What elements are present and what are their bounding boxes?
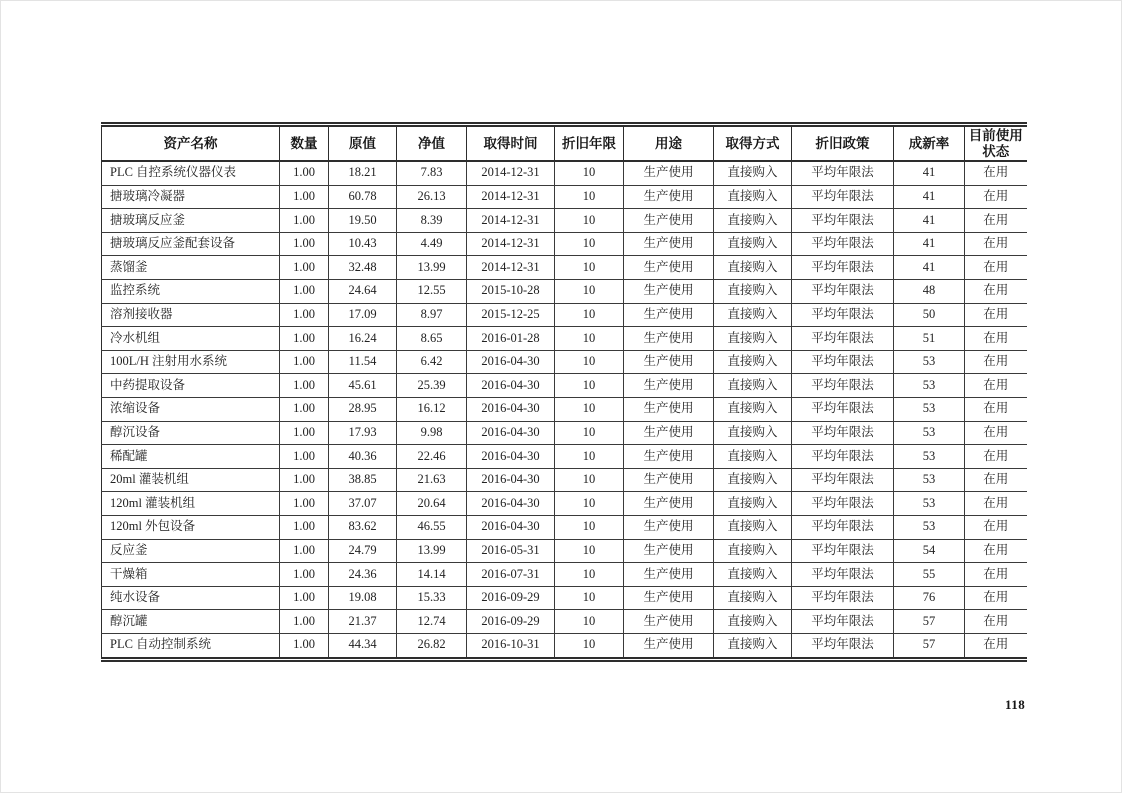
cell-asset-name: 醇沉设备 — [102, 421, 280, 445]
cell-status: 在用 — [965, 303, 1027, 327]
table-row — [102, 374, 1027, 398]
cell-usage: 生产使用 — [624, 374, 714, 398]
cell-depreciation-years: 10 — [555, 161, 624, 185]
cell-status: 在用 — [965, 232, 1027, 256]
cell-asset-name: 稀配罐 — [102, 445, 280, 469]
cell-depreciation-years: 10 — [555, 421, 624, 445]
cell-acquire-date: 2016-04-30 — [467, 468, 555, 492]
cell-depreciation-years: 10 — [555, 374, 624, 398]
cell-depreciation-years: 10 — [555, 586, 624, 610]
cell-depreciation-policy: 平均年限法 — [792, 280, 894, 304]
table-header-row — [102, 125, 1027, 162]
cell-acquire-date: 2016-04-30 — [467, 374, 555, 398]
cell-depreciation-policy: 平均年限法 — [792, 232, 894, 256]
cell-status: 在用 — [965, 397, 1027, 421]
table-row — [102, 209, 1027, 233]
cell-usage: 生产使用 — [624, 303, 714, 327]
table-row — [102, 586, 1027, 610]
cell-original-value: 24.64 — [329, 280, 397, 304]
cell-acquire-date: 2016-10-31 — [467, 633, 555, 659]
table-row — [102, 185, 1027, 209]
cell-depreciation-years: 10 — [555, 633, 624, 659]
cell-acquire-date: 2016-04-30 — [467, 350, 555, 374]
cell-asset-name: 120ml 灌装机组 — [102, 492, 280, 516]
column-header-acquire-method: 取得方式 — [714, 125, 792, 162]
cell-newness-rate: 53 — [894, 445, 965, 469]
cell-net-value: 9.98 — [397, 421, 467, 445]
cell-newness-rate: 53 — [894, 374, 965, 398]
cell-net-value: 22.46 — [397, 445, 467, 469]
cell-asset-name: 干燥箱 — [102, 563, 280, 587]
cell-depreciation-policy: 平均年限法 — [792, 185, 894, 209]
cell-depreciation-policy: 平均年限法 — [792, 350, 894, 374]
cell-acquire-date: 2016-09-29 — [467, 586, 555, 610]
column-header-depreciation-policy: 折旧政策 — [792, 125, 894, 162]
cell-acquire-date: 2016-07-31 — [467, 563, 555, 587]
cell-usage: 生产使用 — [624, 492, 714, 516]
cell-usage: 生产使用 — [624, 161, 714, 185]
cell-depreciation-years: 10 — [555, 397, 624, 421]
cell-newness-rate: 53 — [894, 492, 965, 516]
cell-acquire-method: 直接购入 — [714, 209, 792, 233]
cell-newness-rate: 53 — [894, 468, 965, 492]
cell-quantity: 1.00 — [280, 327, 329, 351]
cell-asset-name: 120ml 外包设备 — [102, 515, 280, 539]
table-row — [102, 327, 1027, 351]
cell-depreciation-policy: 平均年限法 — [792, 421, 894, 445]
cell-quantity: 1.00 — [280, 563, 329, 587]
cell-depreciation-policy: 平均年限法 — [792, 633, 894, 659]
cell-depreciation-policy: 平均年限法 — [792, 539, 894, 563]
cell-quantity: 1.00 — [280, 280, 329, 304]
cell-depreciation-years: 10 — [555, 280, 624, 304]
cell-asset-name: 纯水设备 — [102, 586, 280, 610]
cell-original-value: 17.09 — [329, 303, 397, 327]
cell-newness-rate: 51 — [894, 327, 965, 351]
cell-net-value: 12.55 — [397, 280, 467, 304]
cell-newness-rate: 54 — [894, 539, 965, 563]
cell-status: 在用 — [965, 515, 1027, 539]
column-header-asset-name: 资产名称 — [102, 125, 280, 162]
cell-usage: 生产使用 — [624, 515, 714, 539]
table-row — [102, 492, 1027, 516]
cell-status: 在用 — [965, 350, 1027, 374]
table-row — [102, 303, 1027, 327]
cell-acquire-date: 2016-05-31 — [467, 539, 555, 563]
cell-acquire-method: 直接购入 — [714, 633, 792, 659]
cell-newness-rate: 41 — [894, 232, 965, 256]
cell-status: 在用 — [965, 280, 1027, 304]
cell-usage: 生产使用 — [624, 209, 714, 233]
cell-depreciation-years: 10 — [555, 327, 624, 351]
cell-depreciation-policy: 平均年限法 — [792, 610, 894, 634]
cell-newness-rate: 41 — [894, 256, 965, 280]
cell-acquire-date: 2014-12-31 — [467, 209, 555, 233]
cell-net-value: 4.49 — [397, 232, 467, 256]
cell-acquire-date: 2014-12-31 — [467, 256, 555, 280]
cell-original-value: 83.62 — [329, 515, 397, 539]
cell-asset-name: 溶剂接收器 — [102, 303, 280, 327]
cell-quantity: 1.00 — [280, 303, 329, 327]
cell-asset-name: 醇沉罐 — [102, 610, 280, 634]
cell-depreciation-years: 10 — [555, 610, 624, 634]
cell-depreciation-years: 10 — [555, 232, 624, 256]
cell-net-value: 6.42 — [397, 350, 467, 374]
cell-status: 在用 — [965, 563, 1027, 587]
cell-asset-name: 蒸馏釜 — [102, 256, 280, 280]
cell-asset-name: 20ml 灌装机组 — [102, 468, 280, 492]
cell-status: 在用 — [965, 185, 1027, 209]
cell-original-value: 10.43 — [329, 232, 397, 256]
cell-usage: 生产使用 — [624, 468, 714, 492]
cell-asset-name: 反应釜 — [102, 539, 280, 563]
cell-usage: 生产使用 — [624, 610, 714, 634]
cell-status: 在用 — [965, 374, 1027, 398]
cell-acquire-method: 直接购入 — [714, 185, 792, 209]
cell-usage: 生产使用 — [624, 185, 714, 209]
cell-usage: 生产使用 — [624, 539, 714, 563]
cell-depreciation-policy: 平均年限法 — [792, 161, 894, 185]
cell-asset-name: 浓缩设备 — [102, 397, 280, 421]
column-header-acquire-date: 取得时间 — [467, 125, 555, 162]
cell-status: 在用 — [965, 539, 1027, 563]
cell-depreciation-years: 10 — [555, 539, 624, 563]
cell-acquire-method: 直接购入 — [714, 232, 792, 256]
cell-acquire-method: 直接购入 — [714, 421, 792, 445]
cell-quantity: 1.00 — [280, 445, 329, 469]
cell-newness-rate: 50 — [894, 303, 965, 327]
cell-original-value: 28.95 — [329, 397, 397, 421]
column-header-newness-rate: 成新率 — [894, 125, 965, 162]
cell-acquire-date: 2016-04-30 — [467, 397, 555, 421]
cell-acquire-method: 直接购入 — [714, 256, 792, 280]
cell-acquire-method: 直接购入 — [714, 445, 792, 469]
table-row — [102, 232, 1027, 256]
cell-quantity: 1.00 — [280, 610, 329, 634]
cell-usage: 生产使用 — [624, 421, 714, 445]
cell-status: 在用 — [965, 209, 1027, 233]
cell-net-value: 26.82 — [397, 633, 467, 659]
cell-asset-name: 搪玻璃冷凝器 — [102, 185, 280, 209]
cell-net-value: 12.74 — [397, 610, 467, 634]
cell-quantity: 1.00 — [280, 539, 329, 563]
cell-usage: 生产使用 — [624, 633, 714, 659]
column-header-depreciation-years: 折旧年限 — [555, 125, 624, 162]
table-row — [102, 610, 1027, 634]
cell-acquire-date: 2015-12-25 — [467, 303, 555, 327]
cell-original-value: 32.48 — [329, 256, 397, 280]
cell-acquire-method: 直接购入 — [714, 374, 792, 398]
cell-acquire-method: 直接购入 — [714, 468, 792, 492]
cell-acquire-method: 直接购入 — [714, 586, 792, 610]
cell-status: 在用 — [965, 161, 1027, 185]
cell-quantity: 1.00 — [280, 633, 329, 659]
table-body — [102, 161, 1027, 659]
cell-asset-name: 冷水机组 — [102, 327, 280, 351]
cell-depreciation-policy: 平均年限法 — [792, 468, 894, 492]
cell-net-value: 8.97 — [397, 303, 467, 327]
cell-net-value: 14.14 — [397, 563, 467, 587]
cell-usage: 生产使用 — [624, 563, 714, 587]
cell-status: 在用 — [965, 327, 1027, 351]
cell-usage: 生产使用 — [624, 445, 714, 469]
cell-depreciation-years: 10 — [555, 515, 624, 539]
cell-asset-name: PLC 自动控制系统 — [102, 633, 280, 659]
cell-depreciation-years: 10 — [555, 468, 624, 492]
table-row — [102, 256, 1027, 280]
cell-depreciation-policy: 平均年限法 — [792, 515, 894, 539]
cell-status: 在用 — [965, 468, 1027, 492]
cell-usage: 生产使用 — [624, 256, 714, 280]
cell-status: 在用 — [965, 586, 1027, 610]
cell-acquire-method: 直接购入 — [714, 280, 792, 304]
cell-acquire-method: 直接购入 — [714, 515, 792, 539]
cell-newness-rate: 57 — [894, 633, 965, 659]
cell-newness-rate: 53 — [894, 421, 965, 445]
table-row — [102, 563, 1027, 587]
cell-net-value: 25.39 — [397, 374, 467, 398]
cell-newness-rate: 53 — [894, 397, 965, 421]
cell-depreciation-policy: 平均年限法 — [792, 445, 894, 469]
cell-net-value: 21.63 — [397, 468, 467, 492]
cell-newness-rate: 41 — [894, 161, 965, 185]
column-header-quantity: 数量 — [280, 125, 329, 162]
table-row — [102, 468, 1027, 492]
cell-acquire-date: 2014-12-31 — [467, 185, 555, 209]
cell-original-value: 37.07 — [329, 492, 397, 516]
cell-original-value: 19.50 — [329, 209, 397, 233]
cell-acquire-date: 2016-04-30 — [467, 515, 555, 539]
cell-acquire-method: 直接购入 — [714, 492, 792, 516]
cell-original-value: 18.21 — [329, 161, 397, 185]
cell-original-value: 44.34 — [329, 633, 397, 659]
cell-status: 在用 — [965, 492, 1027, 516]
cell-net-value: 15.33 — [397, 586, 467, 610]
cell-quantity: 1.00 — [280, 256, 329, 280]
cell-asset-name: 搪玻璃反应釜配套设备 — [102, 232, 280, 256]
cell-depreciation-years: 10 — [555, 256, 624, 280]
cell-net-value: 46.55 — [397, 515, 467, 539]
cell-quantity: 1.00 — [280, 468, 329, 492]
cell-status: 在用 — [965, 256, 1027, 280]
cell-acquire-date: 2016-09-29 — [467, 610, 555, 634]
cell-original-value: 19.08 — [329, 586, 397, 610]
cell-usage: 生产使用 — [624, 397, 714, 421]
cell-newness-rate: 76 — [894, 586, 965, 610]
cell-net-value: 13.99 — [397, 256, 467, 280]
cell-original-value: 16.24 — [329, 327, 397, 351]
cell-quantity: 1.00 — [280, 586, 329, 610]
cell-quantity: 1.00 — [280, 185, 329, 209]
column-header-status: 目前使用状态 — [965, 125, 1027, 162]
cell-depreciation-policy: 平均年限法 — [792, 492, 894, 516]
cell-quantity: 1.00 — [280, 421, 329, 445]
cell-newness-rate: 41 — [894, 209, 965, 233]
cell-acquire-method: 直接购入 — [714, 563, 792, 587]
cell-net-value: 8.65 — [397, 327, 467, 351]
table-row — [102, 515, 1027, 539]
cell-net-value: 26.13 — [397, 185, 467, 209]
cell-acquire-date: 2016-01-28 — [467, 327, 555, 351]
cell-newness-rate: 55 — [894, 563, 965, 587]
cell-status: 在用 — [965, 633, 1027, 659]
cell-asset-name: 100L/H 注射用水系统 — [102, 350, 280, 374]
cell-quantity: 1.00 — [280, 374, 329, 398]
cell-net-value: 8.39 — [397, 209, 467, 233]
cell-original-value: 24.79 — [329, 539, 397, 563]
cell-depreciation-policy: 平均年限法 — [792, 327, 894, 351]
cell-acquire-method: 直接购入 — [714, 610, 792, 634]
column-header-net-value: 净值 — [397, 125, 467, 162]
cell-depreciation-policy: 平均年限法 — [792, 303, 894, 327]
cell-acquire-date: 2016-04-30 — [467, 445, 555, 469]
cell-status: 在用 — [965, 421, 1027, 445]
cell-depreciation-policy: 平均年限法 — [792, 563, 894, 587]
cell-usage: 生产使用 — [624, 280, 714, 304]
cell-newness-rate: 41 — [894, 185, 965, 209]
table-row — [102, 633, 1027, 659]
fixed-asset-table — [101, 122, 1027, 662]
cell-original-value: 24.36 — [329, 563, 397, 587]
cell-asset-name: 监控系统 — [102, 280, 280, 304]
cell-quantity: 1.00 — [280, 161, 329, 185]
cell-acquire-date: 2016-04-30 — [467, 421, 555, 445]
table-row — [102, 280, 1027, 304]
cell-net-value: 13.99 — [397, 539, 467, 563]
cell-original-value: 45.61 — [329, 374, 397, 398]
cell-depreciation-policy: 平均年限法 — [792, 209, 894, 233]
cell-asset-name: PLC 自控系统仪器仪表 — [102, 161, 280, 185]
cell-original-value: 38.85 — [329, 468, 397, 492]
cell-depreciation-years: 10 — [555, 185, 624, 209]
cell-acquire-date: 2014-12-31 — [467, 161, 555, 185]
cell-acquire-method: 直接购入 — [714, 303, 792, 327]
column-header-original-value: 原值 — [329, 125, 397, 162]
cell-newness-rate: 57 — [894, 610, 965, 634]
cell-quantity: 1.00 — [280, 232, 329, 256]
cell-depreciation-years: 10 — [555, 209, 624, 233]
cell-acquire-method: 直接购入 — [714, 397, 792, 421]
cell-depreciation-years: 10 — [555, 303, 624, 327]
table-row — [102, 421, 1027, 445]
page-number: 118 — [1005, 697, 1026, 712]
cell-depreciation-policy: 平均年限法 — [792, 374, 894, 398]
cell-net-value: 7.83 — [397, 161, 467, 185]
cell-quantity: 1.00 — [280, 209, 329, 233]
cell-acquire-method: 直接购入 — [714, 539, 792, 563]
cell-acquire-date: 2016-04-30 — [467, 492, 555, 516]
cell-depreciation-years: 10 — [555, 445, 624, 469]
cell-usage: 生产使用 — [624, 327, 714, 351]
cell-net-value: 16.12 — [397, 397, 467, 421]
table-row — [102, 445, 1027, 469]
cell-depreciation-policy: 平均年限法 — [792, 397, 894, 421]
cell-depreciation-policy: 平均年限法 — [792, 586, 894, 610]
cell-quantity: 1.00 — [280, 492, 329, 516]
cell-newness-rate: 53 — [894, 515, 965, 539]
cell-usage: 生产使用 — [624, 586, 714, 610]
cell-newness-rate: 53 — [894, 350, 965, 374]
cell-quantity: 1.00 — [280, 515, 329, 539]
cell-depreciation-years: 10 — [555, 350, 624, 374]
cell-quantity: 1.00 — [280, 397, 329, 421]
column-header-usage: 用途 — [624, 125, 714, 162]
cell-depreciation-policy: 平均年限法 — [792, 256, 894, 280]
cell-quantity: 1.00 — [280, 350, 329, 374]
table-row — [102, 539, 1027, 563]
cell-depreciation-years: 10 — [555, 563, 624, 587]
cell-original-value: 60.78 — [329, 185, 397, 209]
cell-usage: 生产使用 — [624, 232, 714, 256]
cell-acquire-method: 直接购入 — [714, 327, 792, 351]
cell-asset-name: 中药提取设备 — [102, 374, 280, 398]
cell-original-value: 11.54 — [329, 350, 397, 374]
cell-newness-rate: 48 — [894, 280, 965, 304]
cell-acquire-method: 直接购入 — [714, 161, 792, 185]
table-row — [102, 161, 1027, 185]
cell-status: 在用 — [965, 610, 1027, 634]
cell-asset-name: 搪玻璃反应釜 — [102, 209, 280, 233]
table-row — [102, 350, 1027, 374]
cell-acquire-date: 2015-10-28 — [467, 280, 555, 304]
cell-depreciation-years: 10 — [555, 492, 624, 516]
cell-acquire-date: 2014-12-31 — [467, 232, 555, 256]
cell-acquire-method: 直接购入 — [714, 350, 792, 374]
cell-original-value: 21.37 — [329, 610, 397, 634]
cell-original-value: 17.93 — [329, 421, 397, 445]
cell-usage: 生产使用 — [624, 350, 714, 374]
cell-original-value: 40.36 — [329, 445, 397, 469]
table-row — [102, 397, 1027, 421]
cell-net-value: 20.64 — [397, 492, 467, 516]
cell-status: 在用 — [965, 445, 1027, 469]
